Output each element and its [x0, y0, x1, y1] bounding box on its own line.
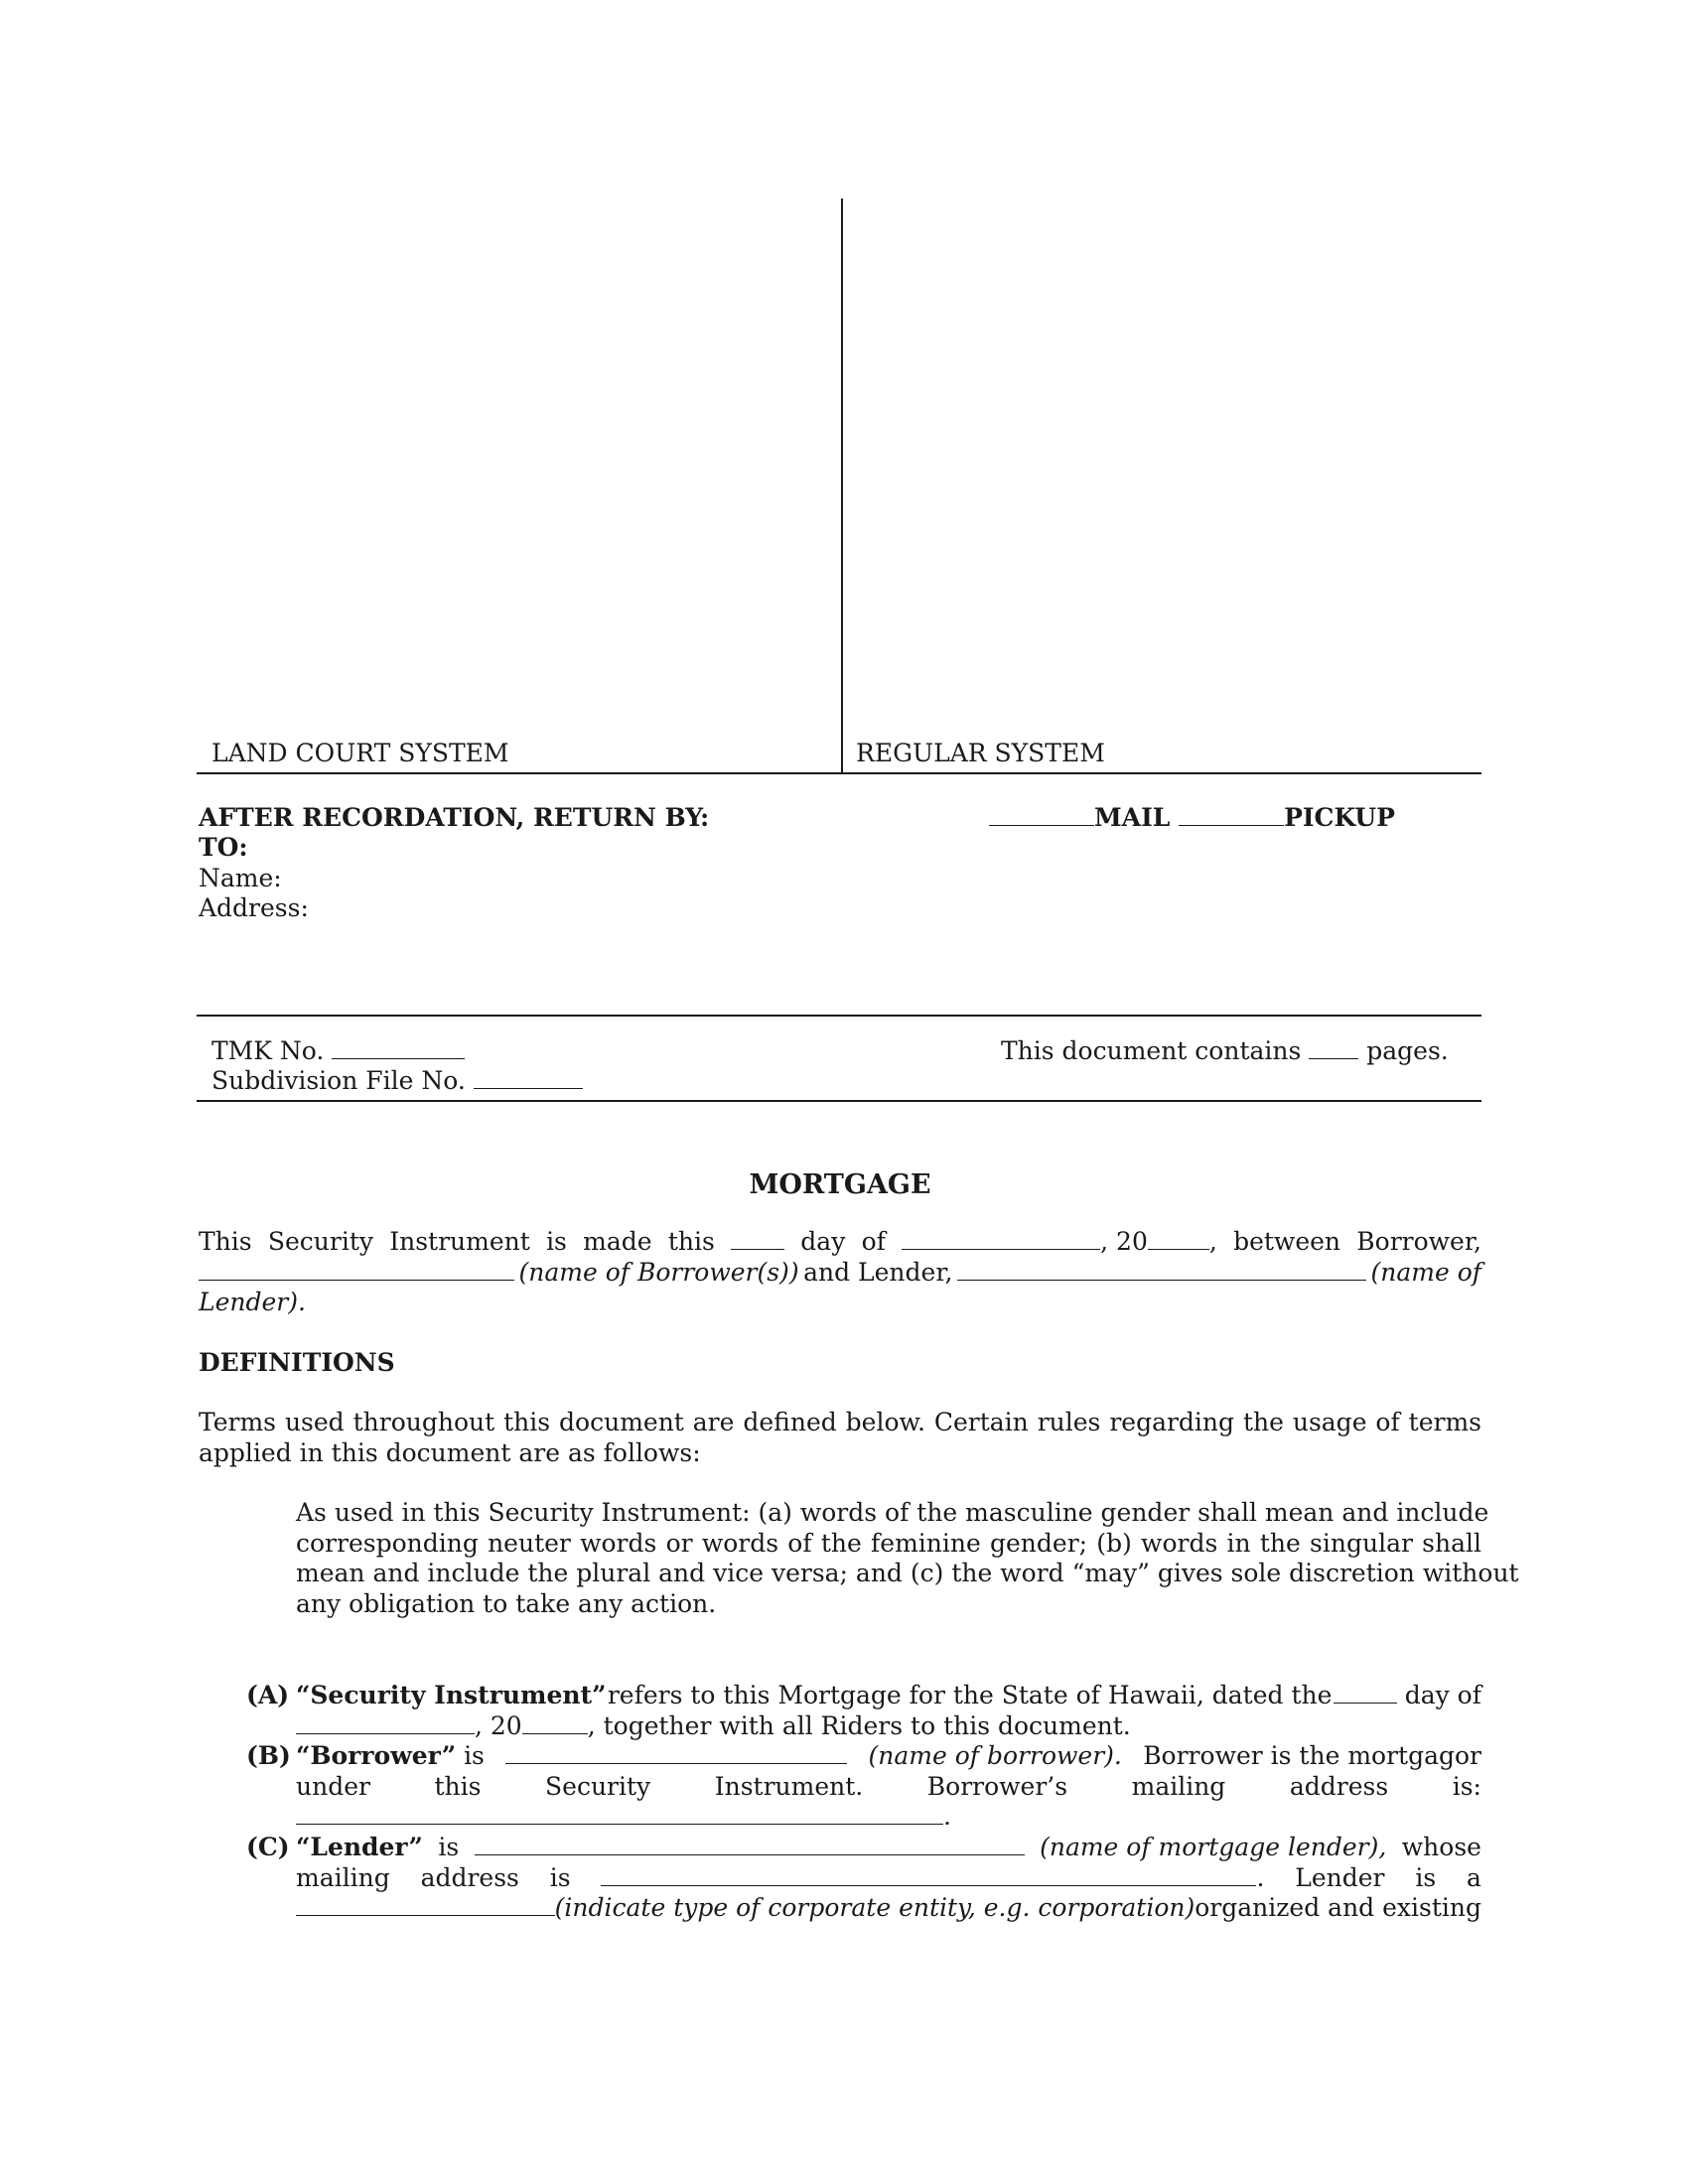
borrower-name-hint: (name of Borrower(s)) [518, 1257, 799, 1287]
tmk-label: TMK No. [211, 1036, 325, 1065]
item-c-word: is [549, 1862, 571, 1892]
entity-type-hint: (indicate type of corporate entity, e.g. corporation) [554, 1893, 1196, 1922]
delivery-options [989, 802, 1395, 833]
intro-comma: , [1208, 1227, 1217, 1256]
item-c-line-3 [296, 1893, 1481, 1924]
rules-line: mean and include the plural and vice versa; and (c) the word “may” gives sole discretion without [296, 1559, 1519, 1587]
lender-hint: (name of mortgage lender), [1040, 1833, 1387, 1861]
definitions-intro [199, 1408, 1481, 1468]
intro-word: Security [267, 1227, 373, 1256]
item-a-text-end: day of [1404, 1681, 1481, 1709]
intro-word: day [800, 1227, 846, 1256]
rules-line: As used in this Security Instrument: (a) words of the masculine gender shall mean and include [296, 1498, 1489, 1527]
year-blank[interactable] [1148, 1227, 1209, 1250]
subdivision-blank[interactable] [474, 1066, 583, 1089]
pickup-label: PICKUP [1284, 803, 1395, 832]
to-label: TO: [199, 833, 248, 862]
borrower-name-blank[interactable] [199, 1258, 514, 1281]
intro-line-2 [199, 1258, 1481, 1289]
contains-suffix: pages. [1366, 1036, 1449, 1065]
item-a [296, 1681, 1481, 1741]
item-c-line-2 [296, 1863, 1481, 1894]
rules-line: any obligation to take any action. [296, 1588, 717, 1618]
intro-word: This [199, 1227, 252, 1256]
item-a-line-1 [296, 1681, 1481, 1711]
intro-word: of [861, 1227, 886, 1256]
page-count-blank[interactable] [1309, 1036, 1358, 1059]
lender-hint-end: Lender). [199, 1288, 306, 1316]
item-b-term: “Borrower” [296, 1741, 457, 1770]
dated-year-blank[interactable] [522, 1711, 588, 1734]
rules-line: corresponding neuter words or words of the feminine gender; (b) words in the singular shall [296, 1528, 1481, 1558]
regular-system-label: REGULAR SYSTEM [856, 739, 1105, 767]
dated-month-blank[interactable] [296, 1711, 475, 1734]
item-c-word: mailing [296, 1862, 390, 1892]
item-c-is: is [438, 1833, 460, 1861]
lender-address-blank[interactable] [601, 1863, 1256, 1886]
item-c-word: a [1467, 1862, 1481, 1892]
mail-label: MAIL [1094, 803, 1171, 832]
pickup-blank[interactable] [1179, 803, 1284, 826]
item-c-line-1 [296, 1833, 1481, 1863]
contains-prefix: This document contains [1001, 1036, 1302, 1065]
item-a-text: refers to this Mortgage for the State of Hawaii, dated the [607, 1681, 1333, 1709]
item-b-period: . [943, 1802, 951, 1831]
document-title: MORTGAGE [749, 1169, 931, 1200]
item-c-word: Lender [1295, 1862, 1385, 1892]
item-c-period: . [1256, 1862, 1265, 1892]
tmk-line [211, 1035, 465, 1066]
item-c-word: address [420, 1862, 519, 1892]
item-b-word: address [1289, 1771, 1389, 1801]
intro-word: is [546, 1227, 567, 1256]
item-b-line-1 [296, 1741, 1481, 1772]
address-label: Address: [199, 893, 309, 922]
mail-blank[interactable] [989, 803, 1094, 826]
page-count-line [1001, 1035, 1449, 1066]
item-a-term: “Security Instrument” [296, 1681, 607, 1709]
land-court-label: LAND COURT SYSTEM [211, 739, 509, 767]
item-b-line-2 [296, 1772, 1481, 1803]
item-c-word: is [1415, 1862, 1437, 1892]
intro-paragraph [199, 1227, 1481, 1318]
header-divider [841, 199, 843, 772]
borrower-address-blank[interactable] [296, 1802, 943, 1825]
rule-2 [197, 1015, 1481, 1017]
item-b-label: (B) [246, 1741, 291, 1770]
intro-year-prefix: , 20 [1100, 1227, 1148, 1256]
definitions-heading: DEFINITIONS [199, 1348, 395, 1377]
lender-blank[interactable] [475, 1833, 1025, 1855]
subdivision-line [211, 1065, 583, 1096]
after-recordation-heading: AFTER RECORDATION, RETURN BY: [199, 803, 710, 832]
item-b-word: Borrower’s [926, 1771, 1068, 1801]
intro-word: made [583, 1227, 652, 1256]
item-b-word: Instrument. [714, 1771, 864, 1801]
intro-line-1 [199, 1227, 1481, 1258]
item-b-text: Borrower is the mortgagor [1143, 1741, 1481, 1770]
dated-day-blank[interactable] [1334, 1681, 1397, 1704]
intro-word: this [667, 1227, 715, 1256]
definitions-intro-line: applied in this document are as follows: [199, 1437, 701, 1467]
intro-line-3 [199, 1288, 1481, 1318]
item-c-text: organized and existing [1195, 1893, 1481, 1922]
item-c [296, 1833, 1481, 1924]
rule-1 [197, 772, 1481, 774]
subdivision-label: Subdivision File No. [211, 1066, 466, 1095]
name-label: Name: [199, 864, 282, 892]
month-blank[interactable] [902, 1227, 1100, 1250]
item-b-word: is: [1452, 1771, 1481, 1801]
item-b-is: is [464, 1741, 485, 1770]
definitions-intro-line: Terms used throughout this document are defined below. Certain rules regarding the usage of terms [199, 1408, 1481, 1436]
definitions-rules [296, 1498, 1519, 1619]
lender-name-hint: (name of [1370, 1257, 1481, 1287]
item-c-label: (C) [246, 1833, 290, 1861]
item-a-label: (A) [246, 1681, 290, 1709]
item-c-term: “Lender” [296, 1833, 423, 1861]
item-b-word: this [434, 1771, 482, 1801]
item-b-word: mailing [1131, 1771, 1226, 1801]
borrower-hint: (name of borrower). [868, 1741, 1122, 1770]
lender-name-blank[interactable] [957, 1258, 1366, 1281]
item-b-word: Security [545, 1771, 651, 1801]
intro-word: and Lender, [803, 1257, 953, 1287]
item-c-word: whose [1401, 1833, 1481, 1861]
item-a-line-2 [296, 1711, 1481, 1742]
item-a-riders: , together with all Riders to this document. [587, 1710, 1131, 1740]
rule-3 [197, 1100, 1481, 1102]
intro-word: Instrument [389, 1227, 530, 1256]
day-blank[interactable] [731, 1227, 784, 1250]
intro-word: between [1233, 1227, 1341, 1256]
item-b-line-3 [296, 1802, 1481, 1833]
entity-type-blank[interactable] [296, 1893, 555, 1916]
borrower-blank[interactable] [505, 1741, 847, 1764]
item-b [296, 1741, 1481, 1833]
item-a-year-prefix: , 20 [475, 1710, 522, 1740]
tmk-blank[interactable] [332, 1036, 465, 1059]
intro-word: Borrower, [1356, 1227, 1481, 1256]
item-b-word: under [296, 1771, 370, 1801]
